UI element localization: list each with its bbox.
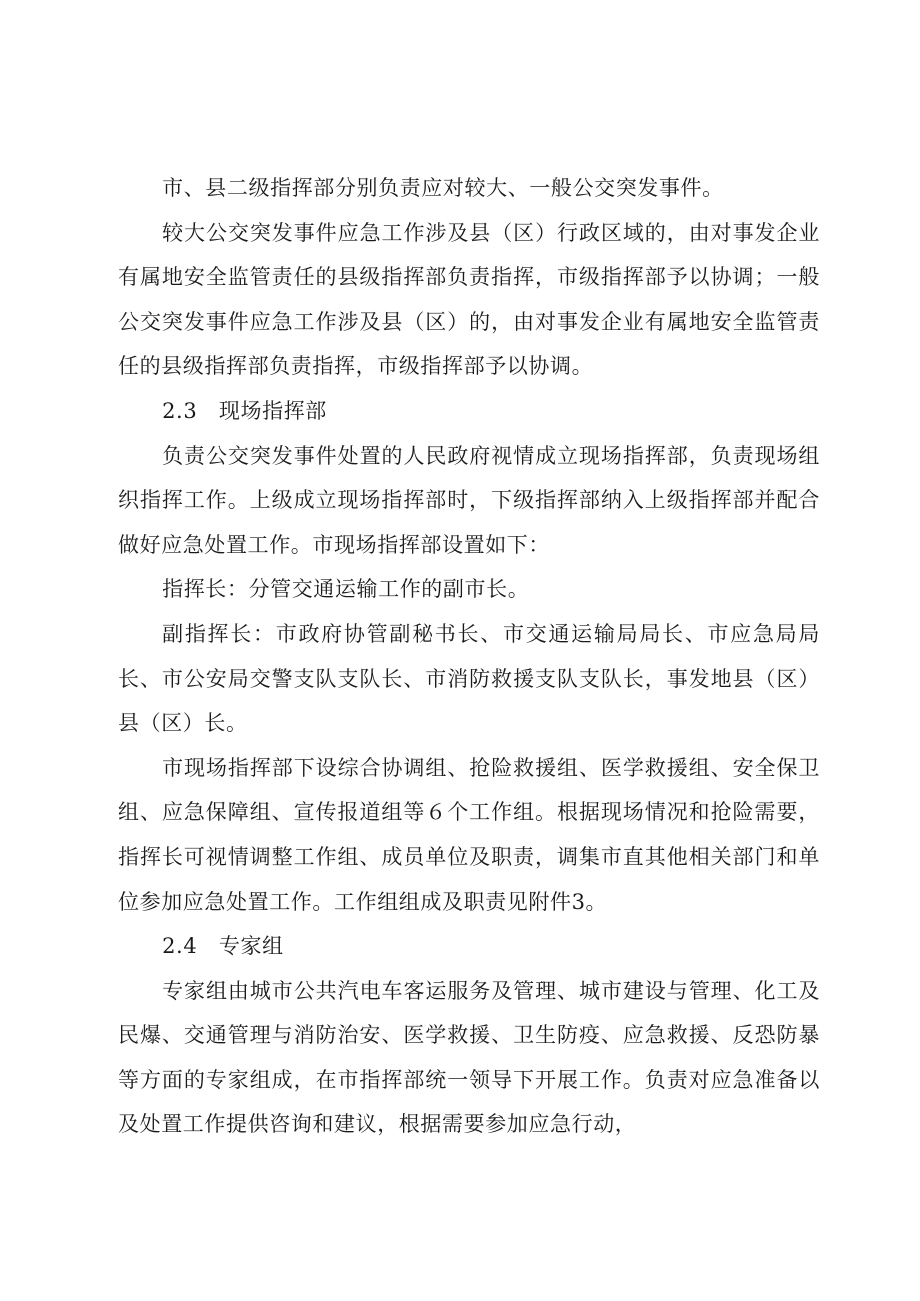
paragraph-working-groups: 市现场指挥部下设综合协调组、抢险救援组、医学救援组、安全保卫组、应急保障组、宣传报道组等６个工作组。根据现场情况和抢险需要，指挥长可视情调整工作组、成员单位及职责，调集市直其他相关部门和单位参加应急处置工作。工作组组成及职责见附件3。 [118,755,820,914]
paragraph-deputy-commanders: 副指挥长：市政府协管副秘书长、市交通运输局局长、市应急局局长、市公安局交警支队支队长、市消防救援支队支队长，事发地县（区）县（区）长。 [118,621,820,736]
section-heading-2-3: 2.3 现场指挥部 [162,398,327,423]
document-body [118,166,820,1147]
paragraph-commander: 指挥长：分管交通运输工作的副市长。 [162,577,530,602]
paragraph-command-levels: 市、县二级指挥部分别负责应对较大、一般公交突发事件。 [162,176,724,200]
paragraph-onsite-command-setup: 负责公交突发事件处置的人民政府视情成立现场指挥部，负责现场组织指挥工作。上级成立现场指挥部时，下级指挥部纳入上级指挥部并配合做好应急处置工作。市现场指挥部设置如下： [118,443,820,557]
paragraph-major-general-events: 较大公交突发事件应急工作涉及县（区）行政区域的，由对事发企业有属地安全监管责任的县级指挥部负责指挥，市级指挥部予以协调；一般公交突发事件应急工作涉及县（区）的，由对事发企业有属地安全监管责任的县级指挥部负责指挥，市级指挥部予以协调。 [118,220,820,379]
paragraph-expert-group: 专家组由城市公共汽电车客运服务及管理、城市建设与管理、化工及民爆、交通管理与消防治安、医学救援、卫生防疫、应急救援、反恐防暴等方面的专家组成，在市指挥部统一领导下开展工作。负责对应急准备以及处置工作提供咨询和建议，根据需要参加应急行动， [118,978,820,1137]
section-heading-2-4: 2.4 专家组 [162,934,284,959]
